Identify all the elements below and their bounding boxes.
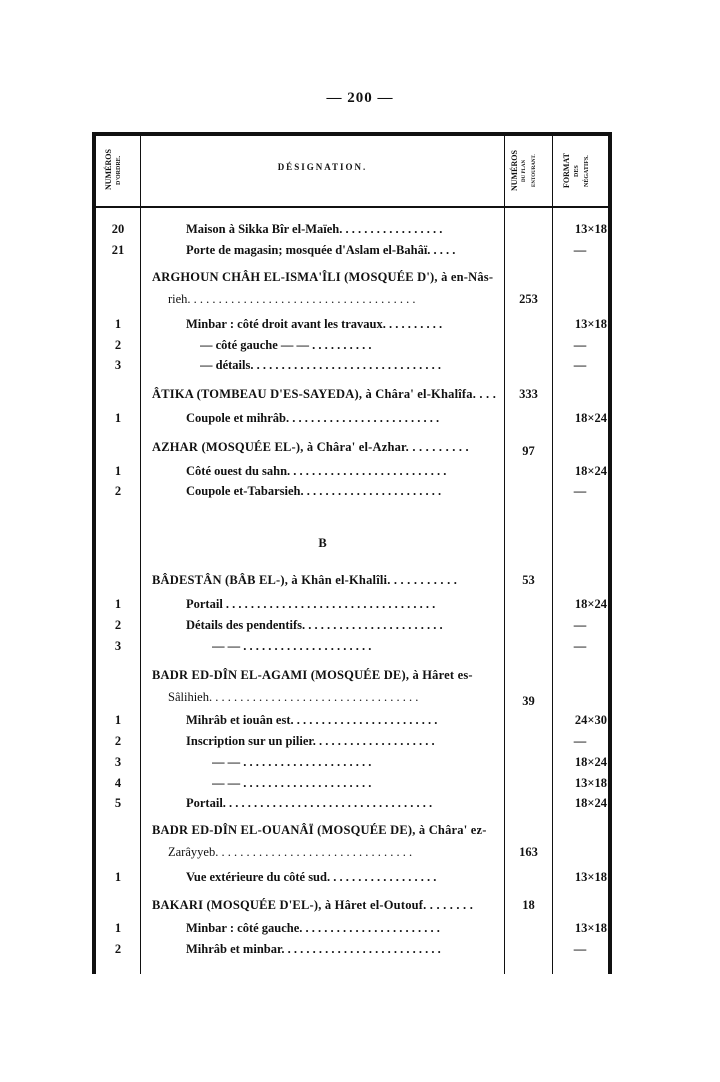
- row-designation: Détails des pendentifs. . . . . . . . . . . . . . . . . . . . . . .: [186, 618, 443, 632]
- row-designation: BÂDESTÂN (BÂB EL-), à Khân el-Khalîli. . . . . . . . . . .: [152, 573, 458, 587]
- table-row: [0, 618, 720, 638]
- row-number: 1: [114, 411, 122, 425]
- row-number: 21: [111, 243, 125, 257]
- row-format: 18×24: [574, 755, 607, 769]
- row-format: 18×24: [574, 796, 607, 810]
- table-row: [0, 639, 720, 659]
- row-designation: Coupole et-Tabarsieh. . . . . . . . . . . . . . . . . . . . . . .: [186, 484, 442, 498]
- row-designation: AZHAR (MOSQUÉE EL-), à Châra' el-Azhar. . . . . . . . . .: [152, 440, 469, 454]
- table-row: [0, 411, 720, 431]
- row-plan-number: 53: [522, 573, 535, 587]
- row-plan-number: 18: [522, 898, 535, 912]
- row-designation: BADR ED-DÎN EL-AGAMI (MOSQUÉE DE), à Hâret es-: [152, 668, 473, 682]
- row-format: 18×24: [574, 464, 607, 478]
- row-format: —: [573, 338, 587, 352]
- row-designation: ARGHOUN CHÂH EL-ISMA'ÎLI (MOSQUÉE D'), à en-Nâs-: [152, 270, 494, 284]
- row-designation: Mihrâb et iouân est. . . . . . . . . . . . . . . . . . . . . . . .: [186, 713, 438, 727]
- row-designation: Maison à Sikka Bîr el-Maïeh. . . . . . . . . . . . . . . . .: [186, 222, 443, 236]
- table-row: [0, 734, 720, 754]
- row-number: 1: [114, 870, 122, 884]
- table-row: [0, 870, 720, 890]
- table-row: [0, 292, 720, 312]
- row-designation: Coupole et mihrâb. . . . . . . . . . . . . . . . . . . . . . . . .: [186, 411, 440, 425]
- row-designation: Côté ouest du sahn. . . . . . . . . . . . . . . . . . . . . . . . . .: [186, 464, 447, 478]
- table-row: [0, 898, 720, 918]
- row-designation: Zarâyyeb. . . . . . . . . . . . . . . . . . . . . . . . . . . . . . . .: [168, 845, 413, 859]
- table-row: [0, 270, 720, 290]
- row-format: —: [573, 484, 587, 498]
- table-row: [0, 358, 720, 378]
- row-format: —: [573, 734, 587, 748]
- table-row: [0, 796, 720, 816]
- row-plan-number: 333: [519, 387, 538, 401]
- row-number: 1: [114, 464, 122, 478]
- table-row: [0, 317, 720, 337]
- row-designation: — détails. . . . . . . . . . . . . . . . . . . . . . . . . . . . . . .: [200, 358, 441, 372]
- table-row: [0, 338, 720, 358]
- row-designation: Portail . . . . . . . . . . . . . . . . . . . . . . . . . . . . . . . . . .: [186, 597, 436, 611]
- section-letter-row: [0, 536, 720, 556]
- row-format: 13×18: [574, 222, 607, 236]
- header-plan-line1: NUMÉROS: [510, 150, 519, 192]
- row-designation: BAKARI (MOSQUÉE D'EL-), à Hâret el-Outouf. . . . . . . .: [152, 898, 474, 912]
- table-row: [0, 942, 720, 962]
- row-number: 1: [114, 317, 122, 331]
- row-designation: Sâlihieh. . . . . . . . . . . . . . . . . . . . . . . . . . . . . . . . . .: [168, 690, 419, 704]
- row-designation: BADR ED-DÎN EL-OUANÂÏ (MOSQUÉE DE), à Châra' ez-: [152, 823, 487, 837]
- row-number: 1: [114, 921, 122, 935]
- table-row: [0, 464, 720, 484]
- row-format: 18×24: [574, 597, 607, 611]
- row-number: 4: [114, 776, 122, 790]
- row-designation: rieh. . . . . . . . . . . . . . . . . . . . . . . . . . . . . . . . . . . . .: [168, 292, 416, 306]
- table-row: [0, 776, 720, 796]
- table-row: [0, 573, 720, 593]
- page-number: — 200 —: [326, 90, 394, 106]
- table-row: [0, 440, 720, 460]
- row-format: —: [573, 942, 587, 956]
- row-number: 2: [114, 484, 122, 498]
- row-designation: ÂTIKA (TOMBEAU D'ES-SAYEDA), à Châra' el-Khalîfa. . . .: [152, 387, 497, 401]
- row-plan-number: 253: [519, 292, 538, 306]
- row-designation: — — . . . . . . . . . . . . . . . . . . . . .: [212, 755, 372, 769]
- header-format-line2: DES: [574, 165, 580, 177]
- header-format-line1: FORMAT: [562, 153, 571, 189]
- row-plan-number: 97: [522, 444, 535, 458]
- row-format: 13×18: [574, 776, 607, 790]
- header-plan-line3: ENTOURANT.: [532, 154, 537, 188]
- header-plan-line2: DU PLAN: [522, 159, 527, 183]
- row-number: 2: [114, 338, 122, 352]
- row-number: 3: [114, 755, 122, 769]
- table-row: [0, 243, 720, 263]
- table-row: [0, 713, 720, 733]
- section-letter: B: [318, 536, 327, 550]
- header-ordre-line1: NUMÉROS: [104, 149, 113, 191]
- row-format: 13×18: [574, 317, 607, 331]
- row-format: 13×18: [574, 921, 607, 935]
- row-designation: Minbar : côté droit avant les travaux. . . . . . . . . .: [186, 317, 443, 331]
- header-designation: DÉSIGNATION.: [277, 162, 368, 172]
- row-designation: Inscription sur un pilier. . . . . . . . . . . . . . . . . . . .: [186, 734, 435, 748]
- row-number: 2: [114, 618, 122, 632]
- row-number: 3: [114, 358, 122, 372]
- row-format: 24×30: [574, 713, 607, 727]
- row-format: —: [573, 243, 587, 257]
- table-row: [0, 690, 720, 710]
- row-number: 1: [114, 597, 122, 611]
- row-format: —: [573, 358, 587, 372]
- row-designation: Portail. . . . . . . . . . . . . . . . . . . . . . . . . . . . . . . . . .: [186, 796, 433, 810]
- row-number: 1: [114, 713, 122, 727]
- row-designation: — côté gauche — — . . . . . . . . . .: [200, 338, 372, 352]
- header-ordre-line2: D'ORDRE.: [116, 155, 122, 185]
- table-row: [0, 668, 720, 688]
- row-plan-number: 39: [522, 694, 535, 708]
- table-row: [0, 484, 720, 504]
- row-format: 18×24: [574, 411, 607, 425]
- row-designation: Vue extérieure du côté sud. . . . . . . . . . . . . . . . . .: [186, 870, 437, 884]
- table-row: [0, 387, 720, 407]
- header-format-line3: NÉGATIFS.: [584, 155, 590, 187]
- row-plan-number: 163: [519, 845, 538, 859]
- row-designation: — — . . . . . . . . . . . . . . . . . . . . .: [212, 776, 372, 790]
- row-designation: — — . . . . . . . . . . . . . . . . . . . . .: [212, 639, 372, 653]
- row-format: 13×18: [574, 870, 607, 884]
- table-row: [0, 755, 720, 775]
- row-number: 20: [111, 222, 125, 236]
- row-designation: Porte de magasin; mosquée d'Aslam el-Bahâï. . . . .: [186, 243, 456, 257]
- row-number: 3: [114, 639, 122, 653]
- row-number: 2: [114, 734, 122, 748]
- row-format: —: [573, 618, 587, 632]
- row-number: 2: [114, 942, 122, 956]
- table-row: [0, 597, 720, 617]
- row-format: —: [573, 639, 587, 653]
- row-designation: Mihrâb et minbar. . . . . . . . . . . . . . . . . . . . . . . . . .: [186, 942, 441, 956]
- table-row: [0, 921, 720, 941]
- row-designation: Minbar : côté gauche. . . . . . . . . . . . . . . . . . . . . . .: [186, 921, 440, 935]
- table-row: [0, 823, 720, 843]
- row-number: 5: [114, 796, 122, 810]
- table-row: [0, 845, 720, 865]
- table-row: [0, 222, 720, 242]
